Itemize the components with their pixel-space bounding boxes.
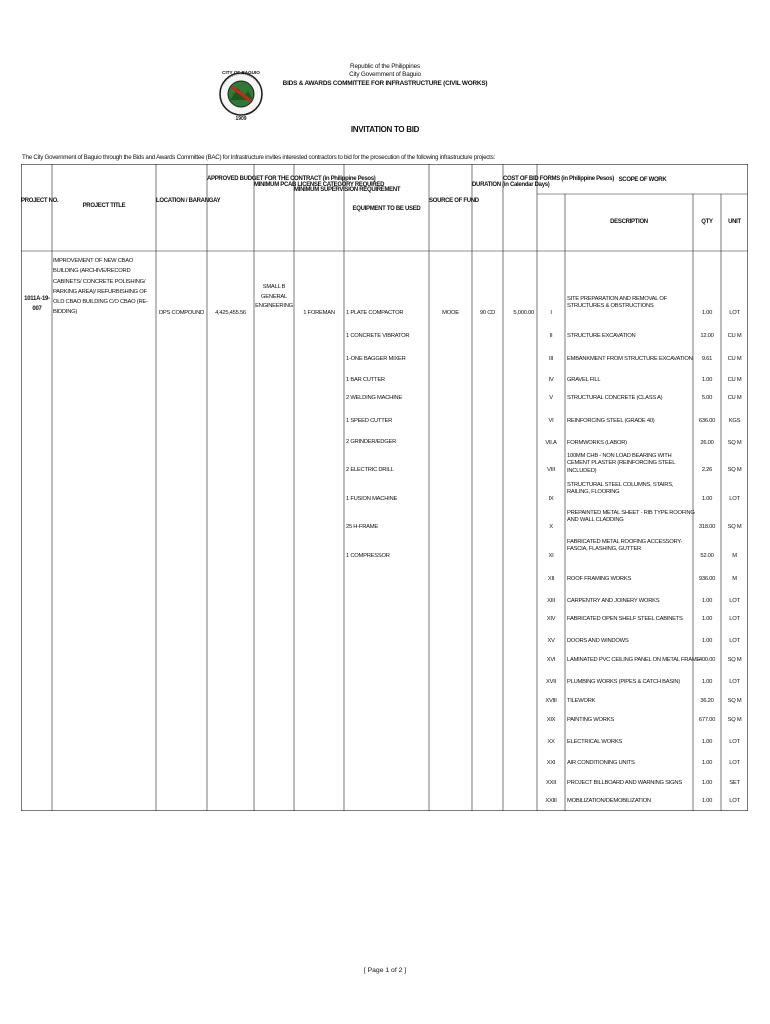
svg-text:1909: 1909 [235, 116, 247, 122]
scope-item-number: XXI [546, 760, 556, 766]
scope-item-unit: SQ M [727, 440, 742, 446]
project-location: DPS COMPOUND [159, 310, 204, 316]
scope-item-description: AIR CONDITIONING UNITS [567, 760, 635, 766]
scope-item-qty: 677.00 [698, 717, 716, 723]
scope-item-description: PLUMBING WORKS (PIPES & CATCH BASIN) [567, 679, 680, 685]
equipment-item: 1 PLATE COMPACTOR [346, 310, 404, 316]
scope-item-unit: CU M [727, 395, 742, 401]
scope-item-description: FORMWORKS (LABOR) [567, 440, 627, 446]
scope-item-unit: LOT [729, 616, 740, 622]
equipment-item: 1 COMPRESSOR [346, 553, 390, 559]
col-header-location: LOCATION / BARANGAY [156, 198, 221, 204]
scope-item-description: MOBILIZATION/DEMOBILIZATION [567, 798, 651, 804]
scope-item-qty: 400.00 [698, 657, 716, 663]
scope-item-number: X [549, 524, 553, 530]
scope-item-number: VII.A [545, 440, 557, 446]
scope-item-unit: SET [729, 780, 740, 786]
scope-item-qty: 318.00 [698, 524, 716, 530]
scope-item-description: STRUCTURAL CONCRETE (CLASS A) [567, 395, 663, 401]
scope-item-description: FABRICATED OPEN SHELF STEEL CABINETS [567, 616, 683, 622]
scope-item-qty: 12.00 [700, 333, 714, 339]
scope-item-description: LAMINATED PVC CEILING PANEL ON METAL FRAME [567, 657, 701, 663]
scope-item-qty: 1.00 [701, 616, 713, 622]
scope-item-unit: LOT [729, 598, 740, 604]
col-header-project-no: PROJECT NO. [21, 198, 59, 204]
scope-item-description: PAINTING WORKS [567, 717, 614, 723]
scope-item-description: STRUCTURE EXCAVATION [567, 333, 636, 339]
equipment-item: 2 GRINDER/EDGER [346, 439, 397, 445]
scope-item-unit: LOT [729, 798, 740, 804]
scope-item-qty: 1.00 [701, 496, 713, 502]
scope-item-qty: 52.00 [700, 553, 714, 559]
scope-item-unit: LOT [729, 638, 740, 644]
scope-item-unit: CU M [727, 377, 742, 383]
scope-item-description: CARPENTRY AND JOINERY WORKS [567, 598, 660, 604]
scope-item-qty: 2.26 [701, 467, 713, 473]
header-line-committee: BIDS & AWARDS COMMITTEE FOR INFRASTRUCTURE (CIVIL WORKS) [282, 80, 488, 87]
scope-item-description: EMBANKMENT FROM STRUCTURE EXCAVATION [567, 356, 693, 362]
header-line-republic: Republic of the Philippines [350, 63, 420, 70]
scope-item-unit: KGS [728, 418, 741, 424]
col-header-scope: SCOPE OF WORK [618, 177, 667, 183]
col-header-supervision: MINIMUM SUPERVISION REQUIREMENT [294, 187, 401, 193]
scope-item-description: DOORS AND WINDOWS [567, 638, 629, 644]
scope-item-unit: M [732, 553, 737, 559]
scope-item-unit: LOT [729, 679, 740, 685]
scope-item-number: XVIII [545, 698, 557, 704]
project-budget: 4,425,455.56 [215, 310, 246, 316]
col-header-unit: UNIT [728, 219, 741, 225]
scope-item-number: VIII [547, 467, 555, 473]
scope-item-unit: SQ M [727, 657, 742, 663]
col-header-cost-forms: COST OF BID FORMS (in Philippine Pesos) [503, 176, 614, 182]
scope-item-number: V [549, 395, 553, 401]
scope-item-qty: 936.00 [698, 576, 716, 582]
scope-item-qty: 1.00 [701, 310, 713, 316]
equipment-item: 1-ONE BAGGER MIXER [346, 356, 406, 362]
scope-item-number: XI [548, 553, 554, 559]
scope-item-qty: 5.00 [701, 395, 713, 401]
scope-item-qty: 636.00 [698, 418, 716, 424]
scope-item-number: XX [547, 739, 555, 745]
scope-item-description: TILEWORK [567, 698, 596, 704]
project-cost-forms: 5,000.00 [513, 310, 534, 316]
scope-item-description: ELECTRICAL WORKS [567, 739, 623, 745]
project-duration: 90 CD [479, 310, 496, 316]
col-header-budget: APPROVED BUDGET FOR THE CONTRACT (in Philippine Pesos) [207, 176, 376, 182]
col-header-fund: SOURCE OF FUND [429, 198, 479, 204]
scope-item-unit: M [732, 576, 737, 582]
scope-item-number: XIII [547, 598, 555, 604]
scope-item-number: XIX [546, 717, 556, 723]
project-title: IMPROVEMENT OF NEW CBAO BUILDING (ARCHIVE/RECORD CABINETS/ CONCRETE POLISHING/ PARKING AREA)/ REFURBISHING OF OLD CBAO BUILDING C/O CBAO (RE-BIDDING) [53, 258, 148, 316]
scope-item-number: IV [548, 377, 554, 383]
equipment-item: 1 SPEED CUTTER [346, 418, 393, 424]
scope-item-unit: SQ M [727, 467, 742, 473]
col-header-duration: DURATION (in Calendar Days) [472, 182, 550, 188]
equipment-item: 1 CONCRETE VIBRATOR [346, 333, 410, 339]
scope-item-number: XV [547, 638, 555, 644]
scope-item-number: XVI [546, 657, 556, 663]
header-line-city: City Government of Baguio [349, 71, 421, 78]
scope-item-qty: 1.00 [701, 780, 713, 786]
scope-item-number: XXIII [545, 798, 557, 804]
page-indicator: [ Page 1 of 2 ] [363, 967, 407, 974]
scope-item-qty: 1.00 [701, 739, 713, 745]
scope-item-description: STRUCTURAL STEEL COLUMNS, STAIRS, RAILING, FLOORING [567, 482, 674, 496]
scope-item-unit: LOT [729, 739, 740, 745]
scope-item-qty: 1.00 [701, 679, 713, 685]
scope-item-unit: LOT [729, 760, 740, 766]
col-header-equipment: EQUIPMENT TO BE USED [352, 206, 421, 212]
scope-item-qty: 36.20 [700, 698, 714, 704]
scope-item-number: XII [547, 576, 555, 582]
scope-item-number: XIV [546, 616, 556, 622]
col-header-pcab: MINIMUM PCAB LICENSE CATEGORY REQUIRED [254, 182, 385, 188]
scope-item-qty: 1.00 [701, 638, 713, 644]
scope-item-description: SITE PREPARATION AND REMOVAL OF STRUCTURES & OBSTRUCTIONS [567, 296, 667, 310]
equipment-item: 1 BAR CUTTER [346, 377, 385, 383]
scope-item-number: I [550, 310, 552, 316]
scope-item-unit: SQ M [727, 524, 742, 530]
scope-item-qty: 26.00 [700, 440, 714, 446]
equipment-item: 2 WELDING MACHINE [346, 395, 402, 401]
scope-item-description: ROOF FRAMING WORKS [567, 576, 632, 582]
project-no: 1011A-19-007 [24, 296, 50, 312]
col-header-qty: QTY [701, 219, 713, 225]
scope-item-number: IX [548, 496, 554, 502]
svg-text:CITY OF BAGUIO: CITY OF BAGUIO [222, 70, 260, 75]
scope-item-unit: CU M [727, 333, 742, 339]
equipment-item: 25 H-FRAME [346, 524, 378, 530]
scope-item-qty: 1.00 [701, 760, 713, 766]
scope-item-qty: 1.00 [701, 377, 713, 383]
scope-item-qty: 1.00 [701, 798, 713, 804]
scope-item-unit: LOT [729, 310, 740, 316]
scope-item-unit: SQ M [727, 717, 742, 723]
scope-item-description: PREPAINTED METAL SHEET - RIB TYPE ROOFING AND WALL CLADDING [567, 510, 695, 524]
equipment-item: 2 ELECTRIC DRILL [346, 467, 394, 473]
scope-item-number: III [548, 356, 554, 362]
col-header-description: DESCRIPTION [610, 219, 648, 225]
page-title: INVITATION TO BID [350, 125, 420, 134]
scope-item-description: REINFORCING STEEL (GRADE 40) [567, 418, 655, 424]
col-header-project-title: PROJECT TITLE [82, 203, 126, 209]
equipment-item: 1 FUSION MACHINE [346, 496, 398, 502]
scope-item-number: II [549, 333, 553, 339]
scope-item-unit: SQ M [727, 698, 742, 704]
project-supervision: 1 FOREMAN [303, 310, 335, 316]
scope-item-description: PROJECT BILLBOARD AND WARNING SIGNS [567, 780, 682, 786]
project-fund: MOOE [442, 310, 459, 316]
scope-item-description: FABRICATED METAL ROOFING ACCESSORY-FASCIA, FLASHING, GUTTER [567, 539, 683, 553]
scope-item-description: 100MM CHB - NON LOAD BEARING WITH CEMENT PLASTER (REINFORCING STEEL INCLUDED) [567, 453, 676, 474]
project-pcab: SMALL B GENERAL ENGINEERING [255, 284, 293, 310]
scope-item-number: XVII [546, 679, 556, 685]
intro-paragraph: The City Government of Baguio through the Bids and Awards Committee (BAC) for Infrastructure invites interested contractors to bid for the prosecution of the following infrastructure projects: [22, 154, 495, 161]
scope-item-number: XXII [546, 780, 556, 786]
scope-item-qty: 9.61 [701, 356, 713, 362]
scope-item-qty: 1.00 [701, 598, 713, 604]
scope-item-number: VI [548, 418, 554, 424]
scope-item-unit: CU M [727, 356, 742, 362]
scope-item-unit: LOT [729, 496, 740, 502]
scope-item-description: GRAVEL FILL [567, 377, 601, 383]
